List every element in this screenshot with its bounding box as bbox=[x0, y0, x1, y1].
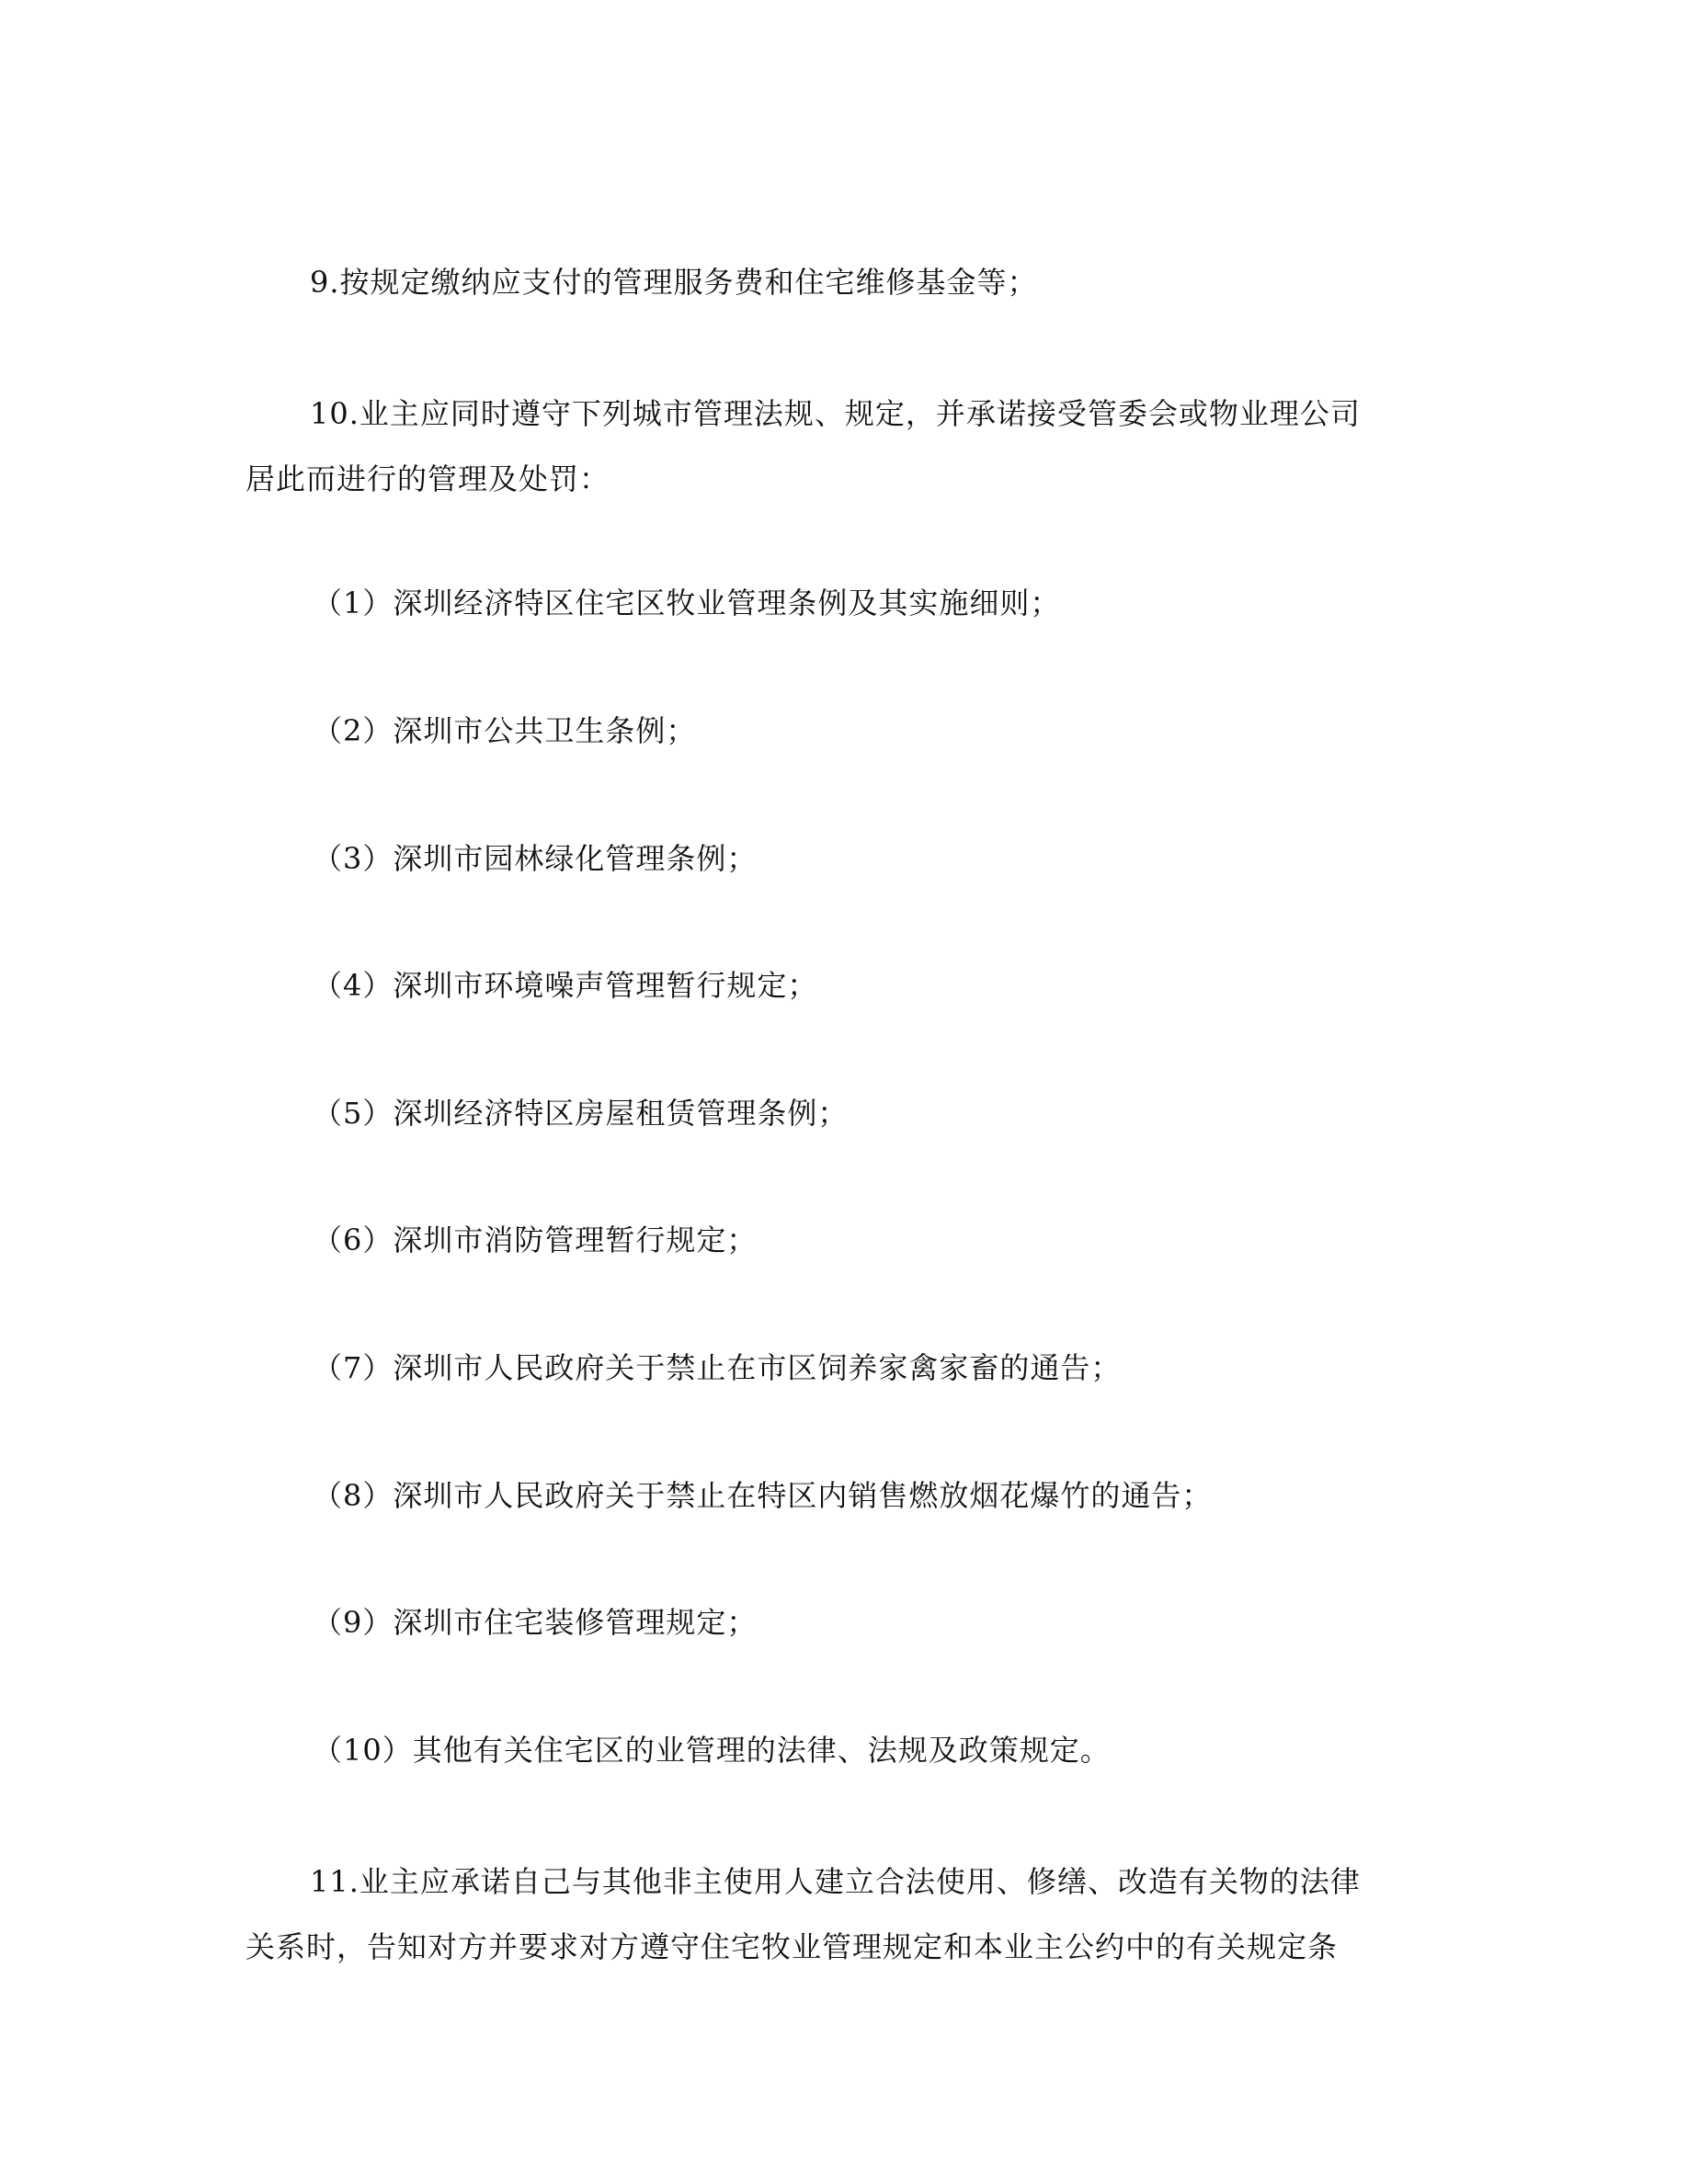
sub-item-10: （10）其他有关住宅区的业管理的法律、法规及政策规定。 bbox=[313, 1733, 1111, 1768]
sub-item-8: （8）深圳市人民政府关于禁止在特区内销售燃放烟花爆竹的通告； bbox=[313, 1478, 1213, 1513]
sub-item-2: （2）深圳市公共卫生条例； bbox=[313, 713, 697, 748]
sub-item-1: （1）深圳经济特区住宅区牧业管理条例及其实施细则； bbox=[313, 586, 1061, 620]
sub-item-5: （5）深圳经济特区房屋租赁管理条例； bbox=[313, 1096, 849, 1131]
sub-item-6: （6）深圳市消防管理暂行规定； bbox=[313, 1223, 758, 1257]
clause-11-line-2: 关系时，告知对方并要求对方遵守住宅牧业管理规定和本业主公约中的有关规定条 bbox=[245, 1929, 1339, 1964]
sub-item-3: （3）深圳市园林绿化管理条例； bbox=[313, 841, 758, 876]
clause-10-line-2: 居此而进行的管理及处罚： bbox=[245, 461, 610, 496]
sub-item-4: （4）深圳市环境噪声管理暂行规定； bbox=[313, 968, 818, 1003]
clause-10-line-1: 10.业主应同时遵守下列城市管理法规、规定，并承诺接受管委会或物业理公司 bbox=[310, 396, 1361, 431]
clause-9: 9.按规定缴纳应支付的管理服务费和住宅维修基金等； bbox=[310, 265, 1038, 300]
sub-item-7: （7）深圳市人民政府关于禁止在市区饲养家禽家畜的通告； bbox=[313, 1350, 1122, 1385]
sub-item-9: （9）深圳市住宅装修管理规定； bbox=[313, 1605, 758, 1640]
clause-11-line-1: 11.业主应承诺自己与其他非主使用人建立合法使用、修缮、改造有关物的法律 bbox=[310, 1864, 1361, 1899]
